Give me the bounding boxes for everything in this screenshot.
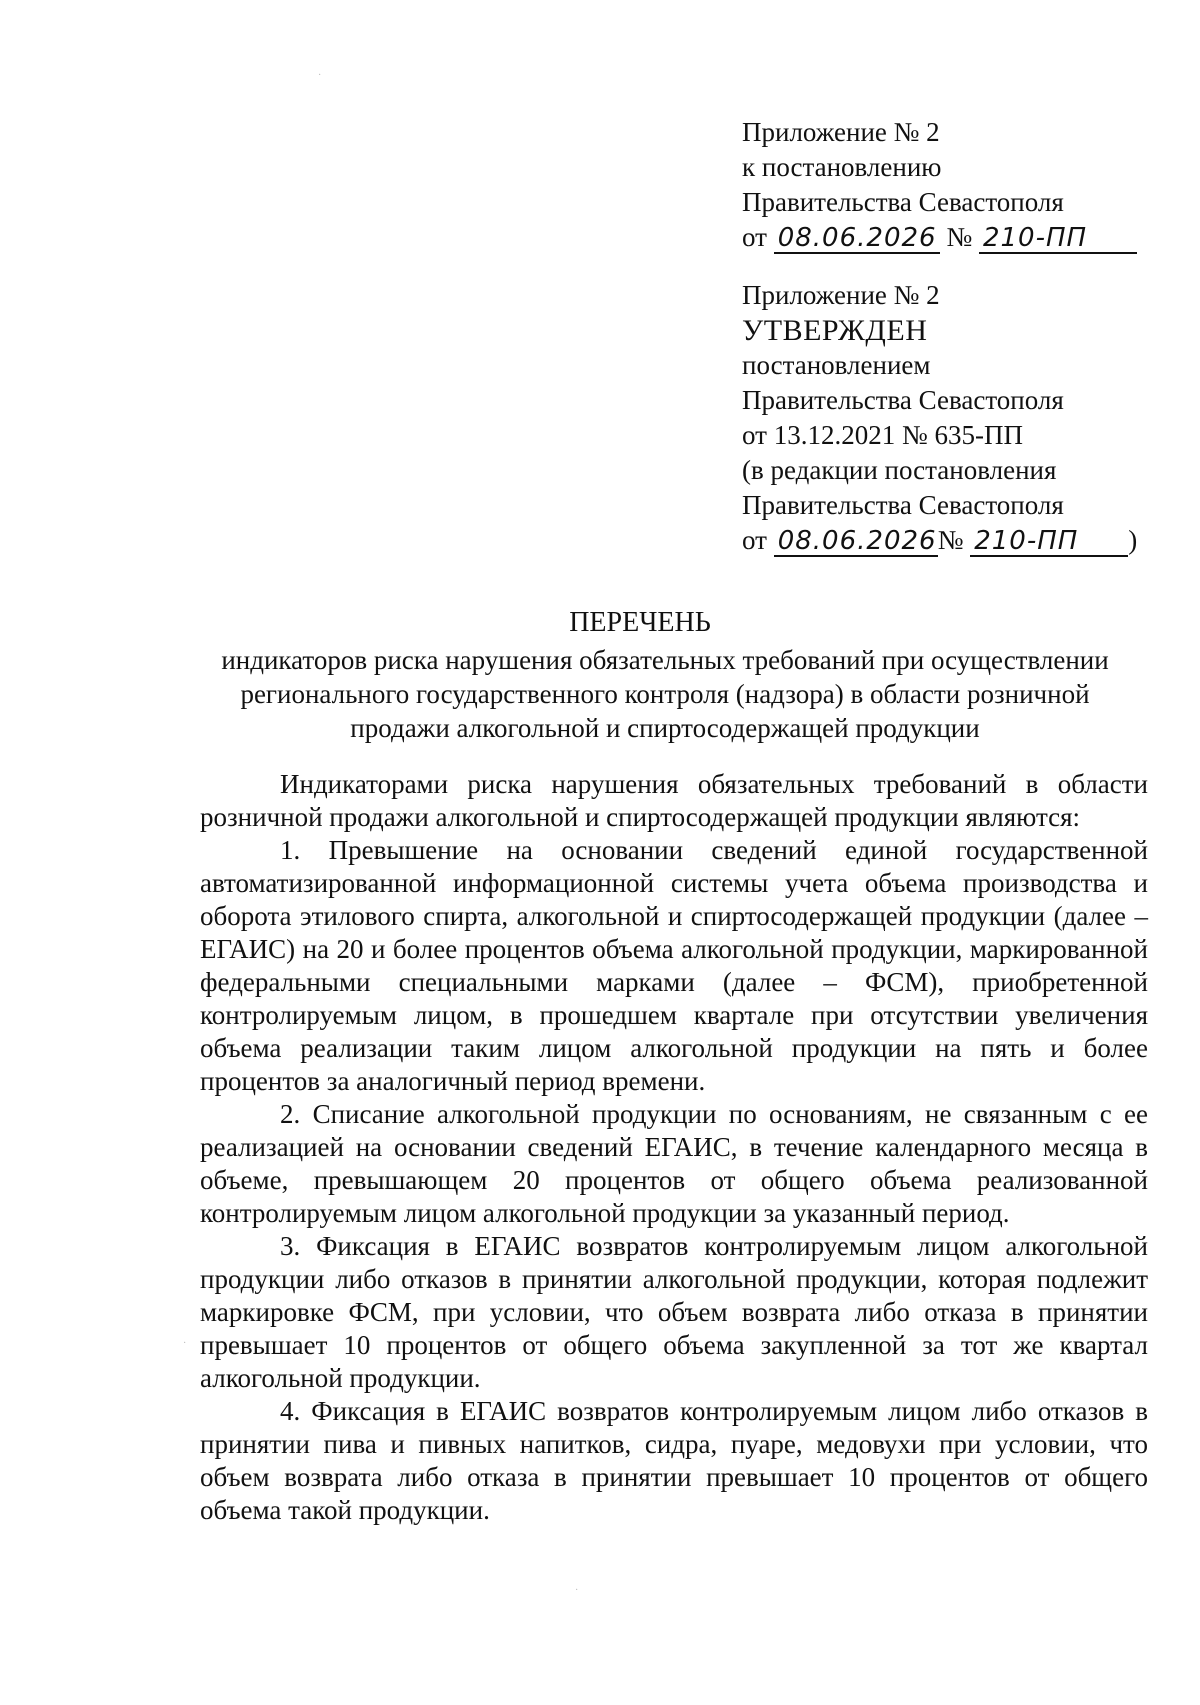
subtitle-line: продажи алкогольной и спиртосодержащей продукции <box>350 713 980 743</box>
list-item: 3. Фиксация в ЕГАИС возвратов контролируемым лицом алкогольной продукции либо отказов в принятии алкогольной продукции, которая подлежит маркировке ФСМ, при условии, что объем возврата либо отказа в принятии превышает 10 процентов от общего объема закупленной за тот же квартал алкогольной продукции. <box>200 1231 1148 1393</box>
handwritten-date: 08.06.2026 <box>774 224 940 254</box>
subtitle-line: индикаторов риска нарушения обязательных требований при осуществлении <box>221 645 1109 675</box>
approval-stamp-word: УТВЕРЖДЕН <box>742 314 928 347</box>
approval-date-line <box>742 523 1162 558</box>
list-item: 1. Превышение на основании сведений единой государственной автоматизированной информационной системы учета объема производства и оборота этилового спирта, алкогольной и спиртосодержащей продукции (далее – ЕГАИС) на 20 и более процентов объема алкогольной продукции, маркированной федеральными специальными марками (далее – ФСМ), приобретенной контролируемым лицом, в прошедшем квартале при отсутствии увеличения объема реализации таким лицом алкогольной продукции на пять и более процентов за аналогичный период времени. <box>200 835 1148 1096</box>
approval-line: постановлением <box>742 350 931 380</box>
document-body <box>200 768 1148 1527</box>
appendix-header-line: Правительства Севастополя <box>742 187 1064 217</box>
scan-speck: · <box>575 1585 579 1596</box>
list-item: 4. Фиксация в ЕГАИС возвратов контролируемым лицом либо отказов в принятии пива и пивных напитков, сидра, пуаре, медовухи при условии, что объем возврата либо отказа в принятии превышает 10 процентов от общего объема такой продукции. <box>200 1396 1148 1525</box>
date-prefix: от <box>742 222 767 252</box>
approval-line: Правительства Севастополя <box>742 385 1064 415</box>
intro-paragraph: Индикаторами риска нарушения обязательных требований в области розничной продажи алкогольной и спиртосодержащей продукции являются: <box>200 769 1148 832</box>
appendix-header <box>742 115 1162 255</box>
appendix-header-date-line <box>742 220 1162 255</box>
handwritten-date: 08.06.2026 <box>774 527 938 557</box>
approval-line: (в редакции постановления <box>742 455 1057 485</box>
subtitle-line: регионального государственного контроля (надзора) в области розничной <box>240 679 1090 709</box>
scan-speck: · <box>183 1338 187 1349</box>
scan-speck: · <box>318 70 322 81</box>
approval-line: Правительства Севастополя <box>742 490 1064 520</box>
approval-line: Приложение № 2 <box>742 280 940 310</box>
list-item: 2. Списание алкогольной продукции по основаниям, не связанным с ее реализацией на основании сведений ЕГАИС, в течение календарного месяца в объеме, превышающем 20 процентов от общего объема реализованной контролируемым лицом алкогольной продукции за указанный период. <box>200 1099 1148 1228</box>
date-prefix: от <box>742 525 767 555</box>
handwritten-number: 210-ПП <box>979 224 1137 254</box>
handwritten-number: 210-ПП <box>970 527 1128 557</box>
approval-line: от 13.12.2021 № 635-ПП <box>742 420 1023 450</box>
appendix-header-line: к постановлению <box>742 152 942 182</box>
document-subtitle <box>175 643 1155 745</box>
closing-parenthesis: ) <box>1128 525 1138 555</box>
document-title: ПЕРЕЧЕНЬ <box>569 607 711 638</box>
approval-block <box>742 278 1162 558</box>
number-prefix: № <box>937 525 964 555</box>
number-prefix: № <box>946 222 973 252</box>
appendix-header-line: Приложение № 2 <box>742 117 940 147</box>
